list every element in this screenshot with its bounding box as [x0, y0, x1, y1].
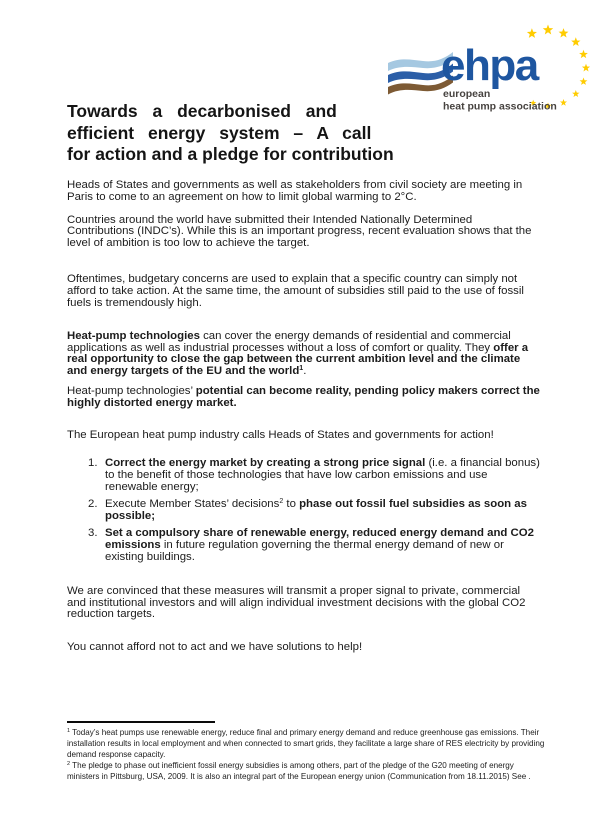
star-icon	[579, 50, 588, 58]
footnote-marker: 2	[67, 760, 71, 767]
title-line-1: Towards a decarbonised and	[67, 101, 337, 121]
bold-run: phase out fossil fuel subsidies as soon as possible;	[105, 498, 527, 523]
star-icon	[572, 90, 579, 97]
list-item-text	[105, 499, 541, 523]
bold-run: Heat-pump technologies	[67, 329, 200, 342]
logo-tagline-line1: european	[443, 88, 491, 100]
paragraph-intro-paris: Heads of States and governments as well as stakeholders from civil society are meeting in Paris to come to an agreement on how to limit global warming to 2°C.	[67, 179, 523, 203]
star-icon	[580, 78, 588, 85]
text-run: .	[303, 365, 307, 378]
paragraph-budgetary: Oftentimes, budgetary concerns are used to explain that a specific country can simply not afford to take action. At the same time, the amount of subsidies still paid to the use of fossil fuels is tremendously high.	[67, 272, 524, 309]
title-line-2: efficient energy system – A call	[67, 122, 372, 143]
list-item-number: 3.	[88, 527, 98, 540]
logo-tagline-line2: heat pump association	[443, 100, 557, 112]
footnote-2	[67, 761, 548, 783]
document-body	[67, 0, 541, 654]
paragraph-closing: You cannot afford not to act and we have solutions to help!	[67, 641, 363, 654]
star-icon	[560, 99, 567, 106]
list-item-text	[105, 528, 541, 563]
footnote-ref-1: 1	[299, 365, 304, 373]
paragraph-convinced: We are convinced that these measures will transmit a proper signal to private, commercial and institutional investors and will align individual investment decisions with the global CO2 reduction targets.	[67, 584, 526, 621]
text-run: (i.e. a financial bonus) to the benefit of those technologies that have low carbon emissions and use renewable energy;	[105, 457, 540, 494]
list-item-text	[105, 458, 541, 493]
bold-run: Set a compulsory share of renewable energy, reduced energy demand and CO2 emissions	[105, 527, 534, 552]
footnote-separator	[67, 721, 215, 723]
document-title	[67, 101, 541, 166]
footnote-text: Today’s heat pumps use renewable energy, reduce final and primary energy demand and reduce greenhouse gas emissions. Their installation results in local employment and when connected to smart grids, they facilitate a large share of RES electricity by providing demand response capacity.	[67, 728, 545, 759]
text-run: to	[283, 498, 300, 511]
star-icon	[571, 37, 580, 46]
list-item-number: 2.	[88, 498, 98, 511]
star-icon	[543, 25, 553, 35]
list-item-3	[67, 528, 541, 563]
text-run: Heat-pump technologies’	[67, 385, 196, 398]
paragraph-call-for-action: The European heat pump industry calls Heads of States and governments for action!	[67, 428, 494, 441]
bold-run: potential can become reality, pending policy makers correct the highly distorted energy market.	[67, 385, 540, 409]
list-item-number: 1.	[88, 457, 98, 470]
text-run: can cover the energy demands of residential and commercial applications as well as industrial processes without a loss of comfort or quality. They	[67, 329, 511, 354]
paragraph-indc: Countries around the world have submitted their Intended Nationally Determined Contributions (INDC’s). While this is an important progress, recent evaluation shows that the level of ambition is too low to achieve the target.	[67, 213, 532, 250]
title-line-3: for action and a pledge for contribution	[67, 144, 394, 164]
bold-run: Correct the energy market by creating a strong price signal	[105, 457, 426, 470]
star-icon	[559, 28, 569, 37]
footnote-1	[67, 728, 548, 761]
footnote-ref-2: 2	[279, 498, 284, 506]
bold-run: offer a real opportunity to close the gap between the current ambition level and the climate and energy targets of the EU and the world	[67, 341, 529, 378]
list-item-2	[67, 499, 541, 523]
text-run: Execute Member States’ decisions	[105, 498, 280, 511]
paragraph-potential	[67, 386, 541, 410]
logo-wordmark: ehpa	[441, 41, 538, 90]
footnote-marker: 1	[67, 728, 71, 734]
paragraph-heat-pump-tech	[67, 331, 541, 378]
star-icon	[582, 64, 590, 72]
list-item-1	[67, 458, 541, 493]
action-list	[67, 458, 541, 563]
footnote-text: The pledge to phase out inefficient fossil energy subsidies is among others, part of the pledge of the G20 meeting of energy ministers in Pittsburg, USA, 2009. It is also an integral part of the European energy union (Communication from 18.11.2015) See .	[67, 760, 531, 781]
text-run: in future regulation governing the thermal energy demand of new or existing buildings.	[105, 539, 504, 564]
footnotes-section	[67, 721, 548, 783]
